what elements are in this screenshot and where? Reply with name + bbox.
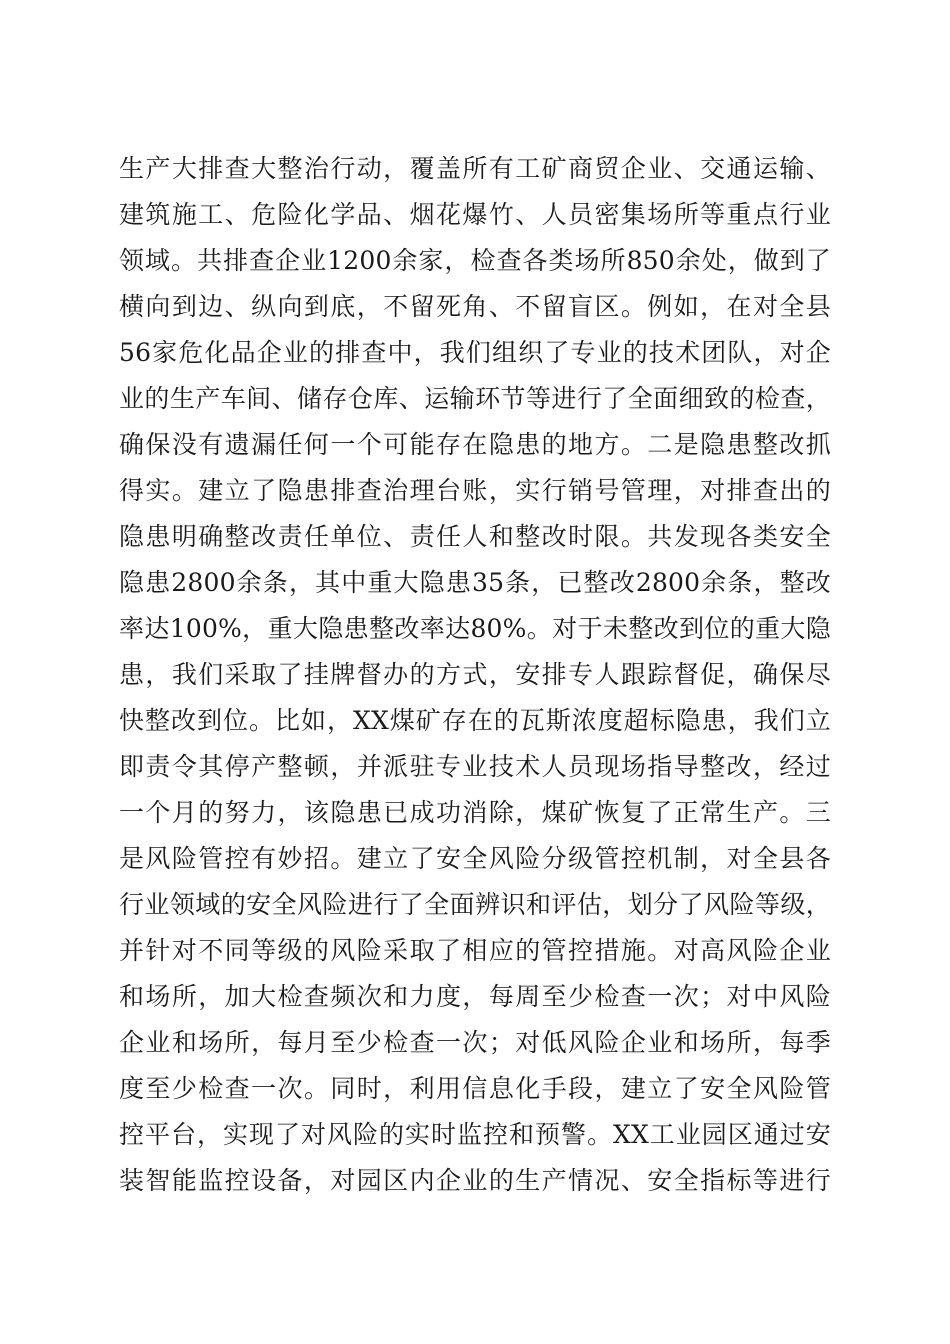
text-line: 装智能监控设备，对园区内企业的生产情况、安全指标等进行 <box>119 1166 831 1195</box>
text-line: 得实。建立了隐患排查治理台账，实行销号管理，对排查出的 <box>119 476 831 505</box>
text-line: 隐患明确整改责任单位、责任人和整改时限。共发现各类安全 <box>119 522 831 551</box>
text-line: 控平台，实现了对风险的实时监控和预警。XX工业园区通过安 <box>119 1120 831 1149</box>
body-text <box>119 146 831 1204</box>
text-line: 确保没有遗漏任何一个可能存在隐患的地方。二是隐患整改抓 <box>119 430 831 459</box>
text-line: 业的生产车间、储存仓库、运输环节等进行了全面细致的检查， <box>119 384 831 413</box>
text-line: 领域。共排查企业1200余家，检查各类场所850余处，做到了 <box>119 246 831 275</box>
text-line: 横向到边、纵向到底，不留死角、不留盲区。例如，在对全县 <box>119 292 831 321</box>
text-line: 56家危化品企业的排查中，我们组织了专业的技术团队，对企 <box>119 338 831 367</box>
text-line: 行业领域的安全风险进行了全面辨识和评估，划分了风险等级， <box>119 890 831 919</box>
text-line: 企业和场所，每月至少检查一次；对低风险企业和场所，每季 <box>119 1028 831 1057</box>
text-line: 生产大排查大整治行动，覆盖所有工矿商贸企业、交通运输、 <box>119 154 831 183</box>
text-line: 快整改到位。比如，XX煤矿存在的瓦斯浓度超标隐患，我们立 <box>119 706 831 735</box>
text-line: 即责令其停产整顿，并派驻专业技术人员现场指导整改，经过 <box>119 752 831 781</box>
text-line: 并针对不同等级的风险采取了相应的管控措施。对高风险企业 <box>119 936 831 965</box>
text-line: 是风险管控有妙招。建立了安全风险分级管控机制，对全县各 <box>119 844 831 873</box>
text-line: 患，我们采取了挂牌督办的方式，安排专人跟踪督促，确保尽 <box>119 660 831 689</box>
text-line: 率达100%，重大隐患整改率达80%。对于未整改到位的重大隐 <box>119 614 831 643</box>
text-line: 一个月的努力，该隐患已成功消除，煤矿恢复了正常生产。三 <box>119 798 831 827</box>
text-line: 隐患2800余条，其中重大隐患35条，已整改2800余条，整改 <box>119 568 831 597</box>
text-line: 度至少检查一次。同时，利用信息化手段，建立了安全风险管 <box>119 1074 831 1103</box>
text-line: 建筑施工、危险化学品、烟花爆竹、人员密集场所等重点行业 <box>119 200 831 229</box>
text-line: 和场所，加大检查频次和力度，每周至少检查一次；对中风险 <box>119 982 831 1011</box>
